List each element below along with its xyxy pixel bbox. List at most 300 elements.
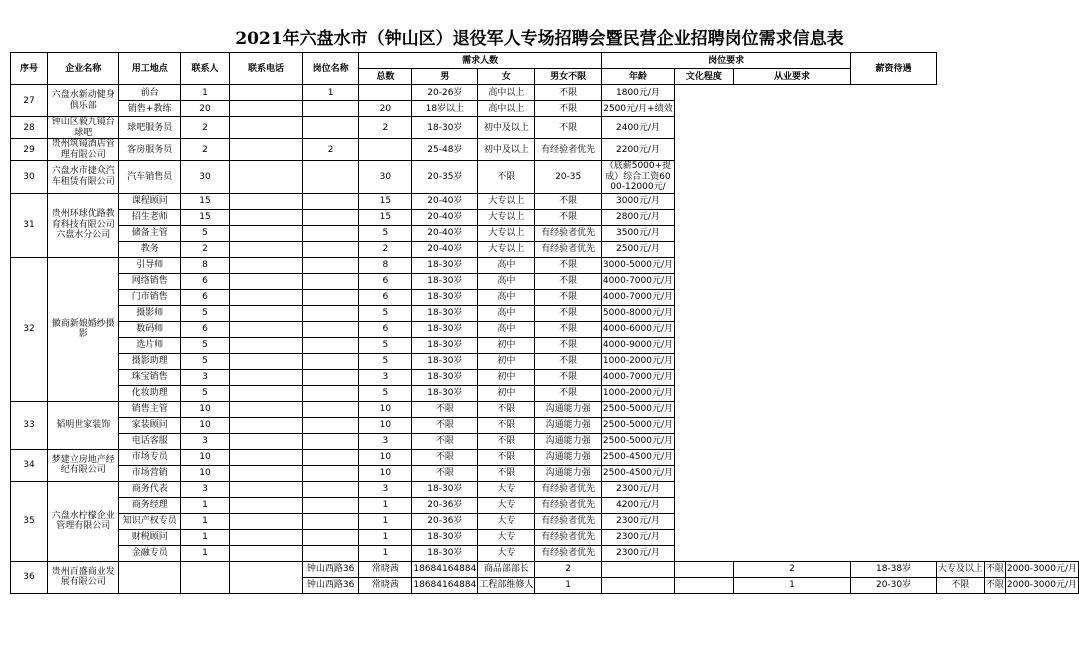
female-cell: [302, 401, 359, 417]
age-cell: 不限: [412, 449, 478, 465]
table-row: [11, 225, 1079, 241]
salary-cell: 2300元/月: [601, 513, 674, 529]
male-cell: [230, 433, 303, 449]
total-cell: 3: [180, 433, 229, 449]
position-cell: 珠宝销售: [119, 369, 180, 385]
experience-cell: 不限: [535, 101, 602, 117]
any-gender-cell: 3: [359, 369, 412, 385]
experience-cell: 不限: [535, 385, 602, 401]
total-cell: 15: [180, 209, 229, 225]
age-cell: 18-30岁: [412, 481, 478, 497]
male-cell: [230, 353, 303, 369]
total-cell: 1: [180, 497, 229, 513]
position-cell: 工程部维修人: [478, 577, 535, 593]
position-cell: 金融专员: [119, 545, 180, 561]
experience-cell: 不限: [535, 193, 602, 209]
total-cell: 2: [180, 241, 229, 257]
female-header: 女: [478, 69, 535, 85]
any-gender-header: 男女不限: [535, 69, 602, 85]
education-cell: 不限: [478, 433, 535, 449]
male-cell: [230, 161, 303, 194]
age-cell: 20-30岁: [851, 577, 937, 593]
age-cell: 18-30岁: [412, 305, 478, 321]
position-cell: 市场专员: [119, 449, 180, 465]
total-cell: 10: [180, 401, 229, 417]
total-cell: 2: [535, 561, 602, 577]
experience-cell: 有经验者优先: [535, 529, 602, 545]
any-gender-cell: 20: [359, 101, 412, 117]
table-row: [11, 193, 1079, 209]
salary-cell: 2500元/月: [601, 241, 674, 257]
table-row: [11, 513, 1079, 529]
education-cell: 初中及以上: [478, 139, 535, 161]
phone-cell: [230, 561, 303, 593]
position-cell: 数码师: [119, 321, 180, 337]
total-cell: 10: [180, 465, 229, 481]
female-cell: [302, 273, 359, 289]
position-cell: 销售+教练: [119, 101, 180, 117]
position-cell: 课程顾问: [119, 193, 180, 209]
male-cell: [230, 193, 303, 209]
age-cell: 18-30岁: [412, 369, 478, 385]
header-row: [11, 53, 1079, 69]
female-cell: [302, 225, 359, 241]
male-cell: [230, 385, 303, 401]
seq-cell: 31: [11, 193, 48, 257]
total-cell: 1: [535, 577, 602, 593]
experience-cell: 有经验者优先: [535, 513, 602, 529]
female-cell: [302, 161, 359, 194]
salary-cell: 4200元/月: [601, 497, 674, 513]
total-cell: 5: [180, 385, 229, 401]
company-cell: 贵州百盛商业发展有限公司: [47, 561, 119, 593]
table-row: [11, 561, 1079, 577]
experience-cell: 不限: [535, 85, 602, 101]
male-cell: [230, 225, 303, 241]
male-cell: [230, 417, 303, 433]
experience-cell: 有经验者优先: [535, 241, 602, 257]
female-cell: [302, 257, 359, 273]
position-cell: 客房服务员: [119, 139, 180, 161]
male-cell: [230, 305, 303, 321]
any-gender-cell: 3: [359, 481, 412, 497]
education-cell: 初中: [478, 353, 535, 369]
age-cell: 不限: [412, 433, 478, 449]
table-row: [11, 289, 1079, 305]
position-cell: 摄影师: [119, 305, 180, 321]
table-row: [11, 241, 1079, 257]
any-gender-cell: 6: [359, 289, 412, 305]
female-cell: [302, 449, 359, 465]
total-cell: 10: [180, 449, 229, 465]
location-cell: 钟山西路36: [302, 577, 359, 593]
age-cell: 20-26岁: [412, 85, 478, 101]
education-cell: 不限: [936, 577, 984, 593]
company-cell: 徽商新娘婚纱摄影: [47, 257, 119, 401]
age-cell: 20-40岁: [412, 225, 478, 241]
education-cell: 高中: [478, 257, 535, 273]
male-cell: [601, 577, 674, 593]
position-cell: 市场营销: [119, 465, 180, 481]
any-gender-cell: 5: [359, 305, 412, 321]
female-cell: [302, 193, 359, 209]
table-row: [11, 529, 1079, 545]
seq-cell: 35: [11, 481, 48, 561]
salary-cell: 4000-9000元/月: [601, 337, 674, 353]
female-cell: [302, 337, 359, 353]
male-cell: [230, 139, 303, 161]
any-gender-cell: 3: [359, 433, 412, 449]
table-row: [11, 321, 1079, 337]
any-gender-cell: 10: [359, 449, 412, 465]
education-cell: 高中以上: [478, 101, 535, 117]
male-cell: [230, 241, 303, 257]
table-row: [11, 273, 1079, 289]
any-gender-cell: 1: [359, 497, 412, 513]
table-row: [11, 481, 1079, 497]
education-cell: 初中: [478, 337, 535, 353]
education-cell: 大专及以上: [936, 561, 984, 577]
male-cell: [230, 465, 303, 481]
seq-cell: 32: [11, 257, 48, 401]
salary-cell: 2500-5000元/月: [601, 401, 674, 417]
phone-header: 联系电话: [230, 53, 303, 85]
salary-cell: 3000元/月: [601, 193, 674, 209]
position-cell: 球吧服务员: [119, 117, 180, 139]
female-cell: [302, 209, 359, 225]
company-cell: 贵州筑镜酒店管理有限公司: [47, 139, 119, 161]
position-cell: 销售主管: [119, 401, 180, 417]
any-gender-cell: 2: [733, 561, 850, 577]
total-cell: 5: [180, 225, 229, 241]
any-gender-cell: 15: [359, 193, 412, 209]
table-row: [11, 385, 1079, 401]
recruitment-table: [10, 52, 1079, 594]
experience-cell: 不限: [535, 117, 602, 139]
table-row: [11, 117, 1079, 139]
education-header: 文化程度: [675, 69, 734, 85]
any-gender-cell: 2: [359, 117, 412, 139]
any-gender-cell: 10: [359, 465, 412, 481]
male-cell: [230, 321, 303, 337]
position-cell: 招生老师: [119, 209, 180, 225]
education-cell: 不限: [478, 465, 535, 481]
male-cell: [601, 561, 674, 577]
female-cell: [302, 353, 359, 369]
age-cell: 20-35岁: [412, 161, 478, 194]
age-cell: 25-48岁: [412, 139, 478, 161]
female-cell: [302, 241, 359, 257]
total-cell: 10: [180, 417, 229, 433]
female-cell: [302, 513, 359, 529]
experience-cell: 沟通能力强: [535, 417, 602, 433]
table-row: [11, 433, 1079, 449]
experience-cell: 不限: [535, 353, 602, 369]
male-cell: [230, 117, 303, 139]
age-cell: 18-30岁: [412, 545, 478, 561]
female-cell: [302, 545, 359, 561]
education-cell: 初中及以上: [478, 117, 535, 139]
position-cell: 门市销售: [119, 289, 180, 305]
page-title: 2021年六盘水市（钟山区）退役军人专场招聘会暨民营企业招聘岗位需求信息表: [235, 29, 844, 49]
education-cell: 大专以上: [478, 209, 535, 225]
female-cell: 2: [302, 139, 359, 161]
education-cell: 初中: [478, 385, 535, 401]
any-gender-cell: 1: [359, 529, 412, 545]
any-gender-cell: 30: [359, 161, 412, 194]
salary-cell: 2000-3000元/月: [1005, 561, 1078, 577]
table-row: [11, 161, 1079, 194]
male-cell: [230, 481, 303, 497]
table-row: [11, 545, 1079, 561]
education-cell: 高中: [478, 273, 535, 289]
total-cell: 1: [180, 85, 229, 101]
male-cell: [230, 513, 303, 529]
any-gender-cell: 6: [359, 321, 412, 337]
position-cell: 网络销售: [119, 273, 180, 289]
any-gender-cell: [359, 85, 412, 101]
table-row: [11, 465, 1079, 481]
company-cell: 梦建立房地产经纪有限公司: [47, 449, 119, 481]
experience-cell: 有经验者优先: [535, 139, 602, 161]
age-cell: 18-30岁: [412, 529, 478, 545]
experience-cell: 有经验者优先: [535, 225, 602, 241]
company-cell: 韬明世家装饰: [47, 401, 119, 449]
salary-cell: 2300元/月: [601, 545, 674, 561]
any-gender-cell: 2: [359, 241, 412, 257]
position-cell: 选片师: [119, 337, 180, 353]
position-cell: 电话客服: [119, 433, 180, 449]
any-gender-cell: 1: [359, 513, 412, 529]
education-cell: 高中: [478, 305, 535, 321]
female-cell: [302, 465, 359, 481]
age-cell: 20-36岁: [412, 497, 478, 513]
any-gender-cell: 15: [359, 209, 412, 225]
contact-cell: 常晓茜: [359, 577, 412, 593]
salary-cell: 2200元/月: [601, 139, 674, 161]
total-cell: 2: [180, 139, 229, 161]
any-gender-cell: 6: [359, 273, 412, 289]
salary-cell: 2000-3000元/月: [1005, 577, 1078, 593]
experience-cell: 不限: [535, 257, 602, 273]
company-cell: 贵州环球优路教育科技有限公司六盘水分公司: [47, 193, 119, 257]
position-cell: 商务经理: [119, 497, 180, 513]
position-cell: 商务代表: [119, 481, 180, 497]
female-cell: [302, 417, 359, 433]
experience-cell: 不限: [984, 561, 1005, 577]
seq-cell: 28: [11, 117, 48, 139]
seq-cell: 27: [11, 85, 48, 117]
male-cell: [230, 529, 303, 545]
table-row: [11, 417, 1079, 433]
salary-cell: 1000-2000元/月: [601, 353, 674, 369]
position-cell: 化妆助理: [119, 385, 180, 401]
salary-cell: 4000-6000元/月: [601, 321, 674, 337]
age-cell: 20-40岁: [412, 209, 478, 225]
female-cell: 1: [302, 85, 359, 101]
salary-cell: 2500-4500元/月: [601, 449, 674, 465]
location-cell: [119, 561, 180, 593]
experience-cell: 不限: [535, 305, 602, 321]
table-row: [11, 369, 1079, 385]
company-cell: 六盘水柠檬企业管理有限公司: [47, 481, 119, 561]
age-cell: 20-40岁: [412, 241, 478, 257]
salary-cell: 4000-7000元/月: [601, 289, 674, 305]
male-cell: [230, 369, 303, 385]
table-row: [11, 101, 1079, 117]
male-cell: [230, 85, 303, 101]
salary-cell: 3500元/月: [601, 225, 674, 241]
table-row: [11, 209, 1079, 225]
total-cell: 5: [180, 353, 229, 369]
experience-cell: 不限: [535, 369, 602, 385]
experience-cell: 有经验者优先: [535, 545, 602, 561]
education-cell: 大专以上: [478, 225, 535, 241]
experience-cell: 不限: [535, 337, 602, 353]
female-cell: [302, 481, 359, 497]
salary-header: 薪资待遇: [851, 53, 937, 85]
education-cell: 大专: [478, 513, 535, 529]
total-cell: 5: [180, 305, 229, 321]
experience-cell: 不限: [535, 321, 602, 337]
position-cell: 教务: [119, 241, 180, 257]
education-cell: 不限: [478, 161, 535, 194]
female-cell: [302, 369, 359, 385]
position-cell: 家装顾问: [119, 417, 180, 433]
education-cell: 高中: [478, 321, 535, 337]
education-cell: 不限: [478, 401, 535, 417]
position-cell: 储备主管: [119, 225, 180, 241]
contact-cell: 常晓茜: [359, 561, 412, 577]
experience-cell: 不限: [535, 209, 602, 225]
age-cell: 18-30岁: [412, 321, 478, 337]
male-header: 男: [412, 69, 478, 85]
experience-cell: 沟通能力强: [535, 433, 602, 449]
table-row: [11, 139, 1079, 161]
total-cell: 15: [180, 193, 229, 209]
salary-cell: 1800元/月: [601, 85, 674, 101]
education-cell: 大专以上: [478, 241, 535, 257]
experience-cell: 有经验者优先: [535, 497, 602, 513]
experience-cell: 不限: [535, 289, 602, 305]
salary-cell: 2500-4500元/月: [601, 465, 674, 481]
salary-cell: 2400元/月: [601, 117, 674, 139]
position-cell: 前台: [119, 85, 180, 101]
phone-cell: 18684164884: [412, 561, 478, 577]
any-gender-cell: 5: [359, 385, 412, 401]
female-cell: [302, 321, 359, 337]
table-row: [11, 257, 1079, 273]
male-cell: [230, 273, 303, 289]
education-cell: 不限: [478, 417, 535, 433]
experience-cell: 不限: [984, 577, 1005, 593]
education-cell: 不限: [478, 449, 535, 465]
table-row: [11, 401, 1079, 417]
education-cell: 大专: [478, 481, 535, 497]
position-cell: 财税顾问: [119, 529, 180, 545]
contact-header: 联系人: [180, 53, 229, 85]
female-cell: [302, 101, 359, 117]
experience-header: 从业要求: [733, 69, 850, 85]
total-cell: 5: [180, 337, 229, 353]
location-cell: 钟山西路36: [302, 561, 359, 577]
female-cell: [302, 497, 359, 513]
experience-cell: 沟通能力强: [535, 401, 602, 417]
education-cell: 大专以上: [478, 193, 535, 209]
seq-cell: 33: [11, 401, 48, 449]
salary-cell: （底薪5000+提成）综合工资6000-12000元/: [601, 161, 674, 194]
demand-header: 需求人数: [359, 53, 602, 69]
female-cell: [675, 577, 734, 593]
seq-cell: 30: [11, 161, 48, 194]
age-cell: 20-36岁: [412, 513, 478, 529]
age-cell: 18-30岁: [412, 117, 478, 139]
age-cell: 18-30岁: [412, 337, 478, 353]
any-gender-cell: 5: [359, 337, 412, 353]
position-cell: 引导师: [119, 257, 180, 273]
age-cell: 18岁以上: [412, 101, 478, 117]
education-cell: 大专: [478, 497, 535, 513]
age-cell: 18-30岁: [412, 257, 478, 273]
any-gender-cell: [359, 139, 412, 161]
contact-cell: [180, 561, 229, 593]
total-cell: 2: [180, 117, 229, 139]
total-cell: 1: [180, 513, 229, 529]
total-cell: 30: [180, 161, 229, 194]
age-cell: 不限: [412, 401, 478, 417]
salary-cell: 4000-7000元/月: [601, 273, 674, 289]
salary-cell: 2300元/月: [601, 529, 674, 545]
male-cell: [230, 337, 303, 353]
table-row: [11, 449, 1079, 465]
total-cell: 3: [180, 369, 229, 385]
total-cell: 6: [180, 321, 229, 337]
any-gender-cell: 1: [733, 577, 850, 593]
female-cell: [302, 529, 359, 545]
total-header: 总数: [359, 69, 412, 85]
male-cell: [230, 449, 303, 465]
age-cell: 18-30岁: [412, 353, 478, 369]
seq-cell: 34: [11, 449, 48, 481]
total-cell: 1: [180, 529, 229, 545]
female-cell: [302, 305, 359, 321]
table-row: [11, 337, 1079, 353]
salary-cell: 2500元/月+绩效: [601, 101, 674, 117]
male-cell: [230, 401, 303, 417]
age-cell: 20-40岁: [412, 193, 478, 209]
table-row: [11, 497, 1079, 513]
total-cell: 3: [180, 481, 229, 497]
table-row: [11, 85, 1079, 101]
education-cell: 高中以上: [478, 85, 535, 101]
company-header: 企业名称: [47, 53, 119, 85]
position-cell: 摄影助理: [119, 353, 180, 369]
position-header: 岗位名称: [302, 53, 359, 85]
education-cell: 高中: [478, 289, 535, 305]
female-cell: [302, 433, 359, 449]
total-cell: 20: [180, 101, 229, 117]
salary-cell: 4000-7000元/月: [601, 369, 674, 385]
any-gender-cell: 5: [359, 353, 412, 369]
requirements-header: 岗位要求: [601, 53, 850, 69]
age-cell: 18-30岁: [412, 385, 478, 401]
any-gender-cell: 10: [359, 417, 412, 433]
salary-cell: 2800元/月: [601, 209, 674, 225]
total-cell: 6: [180, 289, 229, 305]
age-header: 年龄: [601, 69, 674, 85]
salary-cell: 3000-5000元/月: [601, 257, 674, 273]
company-cell: 六盘水市捷众汽车租赁有限公司: [47, 161, 119, 194]
